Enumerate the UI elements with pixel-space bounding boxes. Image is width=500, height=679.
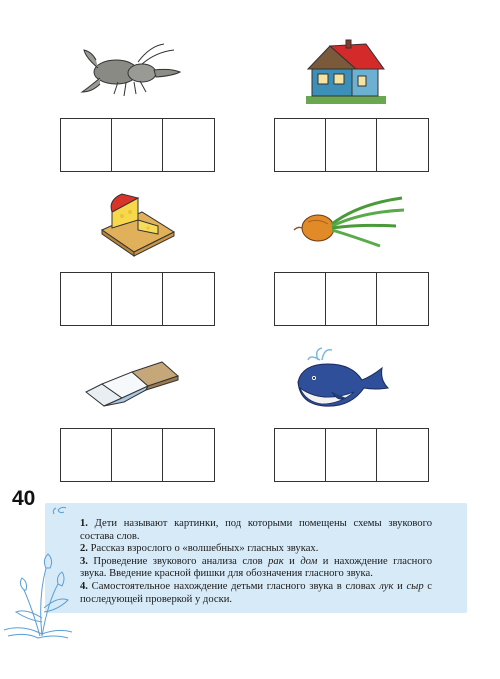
note-item <box>80 543 432 556</box>
sound-scheme-whale[interactable] <box>274 428 429 482</box>
sound-cell[interactable] <box>377 429 428 481</box>
note-text: и <box>393 580 407 592</box>
sound-scheme-onion[interactable] <box>274 272 429 326</box>
sound-scheme-cheese[interactable] <box>60 272 215 326</box>
sound-cell[interactable] <box>61 273 112 325</box>
note-text: Проведение звукового анализа слов <box>87 555 269 567</box>
note-text: и нахождение гласного звука. Введение красной фишки для обозначения гласного звука. <box>80 555 432 580</box>
onion-picture <box>292 196 407 252</box>
sound-cell[interactable] <box>61 119 112 171</box>
sound-cell[interactable] <box>275 119 326 171</box>
note-item <box>80 518 432 543</box>
sound-scheme-house[interactable] <box>274 118 429 172</box>
sound-cell[interactable] <box>326 429 377 481</box>
teacher-notes-list <box>80 518 432 606</box>
sound-cell[interactable] <box>112 273 163 325</box>
chalk-picture <box>82 358 182 408</box>
sound-cell[interactable] <box>112 119 163 171</box>
house-picture <box>306 38 386 106</box>
note-keyword: дом <box>300 555 318 567</box>
note-keyword: рак <box>268 555 284 567</box>
note-text: Рассказ взрослого о «волшебных» гласных звуках. <box>87 543 319 555</box>
sound-cell[interactable] <box>61 429 112 481</box>
note-number: 3. <box>80 555 88 567</box>
crayfish-picture <box>78 40 193 100</box>
sound-cell[interactable] <box>377 273 428 325</box>
whale-picture <box>292 346 392 412</box>
note-keyword: сыр <box>406 580 424 592</box>
sound-cell[interactable] <box>163 119 214 171</box>
sound-cell[interactable] <box>163 429 214 481</box>
note-text: и <box>283 555 301 567</box>
note-text: с последующей проверкой у доски. <box>80 580 433 605</box>
flower-decoration <box>2 498 74 640</box>
note-number: 1. <box>80 518 88 529</box>
sound-cell[interactable] <box>163 273 214 325</box>
sound-scheme-crayfish[interactable] <box>60 118 215 172</box>
sound-cell[interactable] <box>326 119 377 171</box>
sound-cell[interactable] <box>275 273 326 325</box>
note-item <box>80 556 432 581</box>
note-number: 2. <box>80 543 88 555</box>
cheese-picture <box>98 190 178 260</box>
note-text: Самостоятельное нахождение детьми гласного звука в словах <box>87 580 380 592</box>
sound-cell[interactable] <box>112 429 163 481</box>
note-keyword: лук <box>379 580 394 592</box>
sound-cell[interactable] <box>326 273 377 325</box>
note-text: Дети называют картинки, под которыми помещены схемы звукового состава слов. <box>80 518 432 542</box>
sound-cell[interactable] <box>377 119 428 171</box>
page-number: 40 <box>12 487 36 510</box>
note-number: 4. <box>80 580 88 592</box>
sound-cell[interactable] <box>275 429 326 481</box>
note-item <box>80 581 432 606</box>
sound-scheme-chalk[interactable] <box>60 428 215 482</box>
